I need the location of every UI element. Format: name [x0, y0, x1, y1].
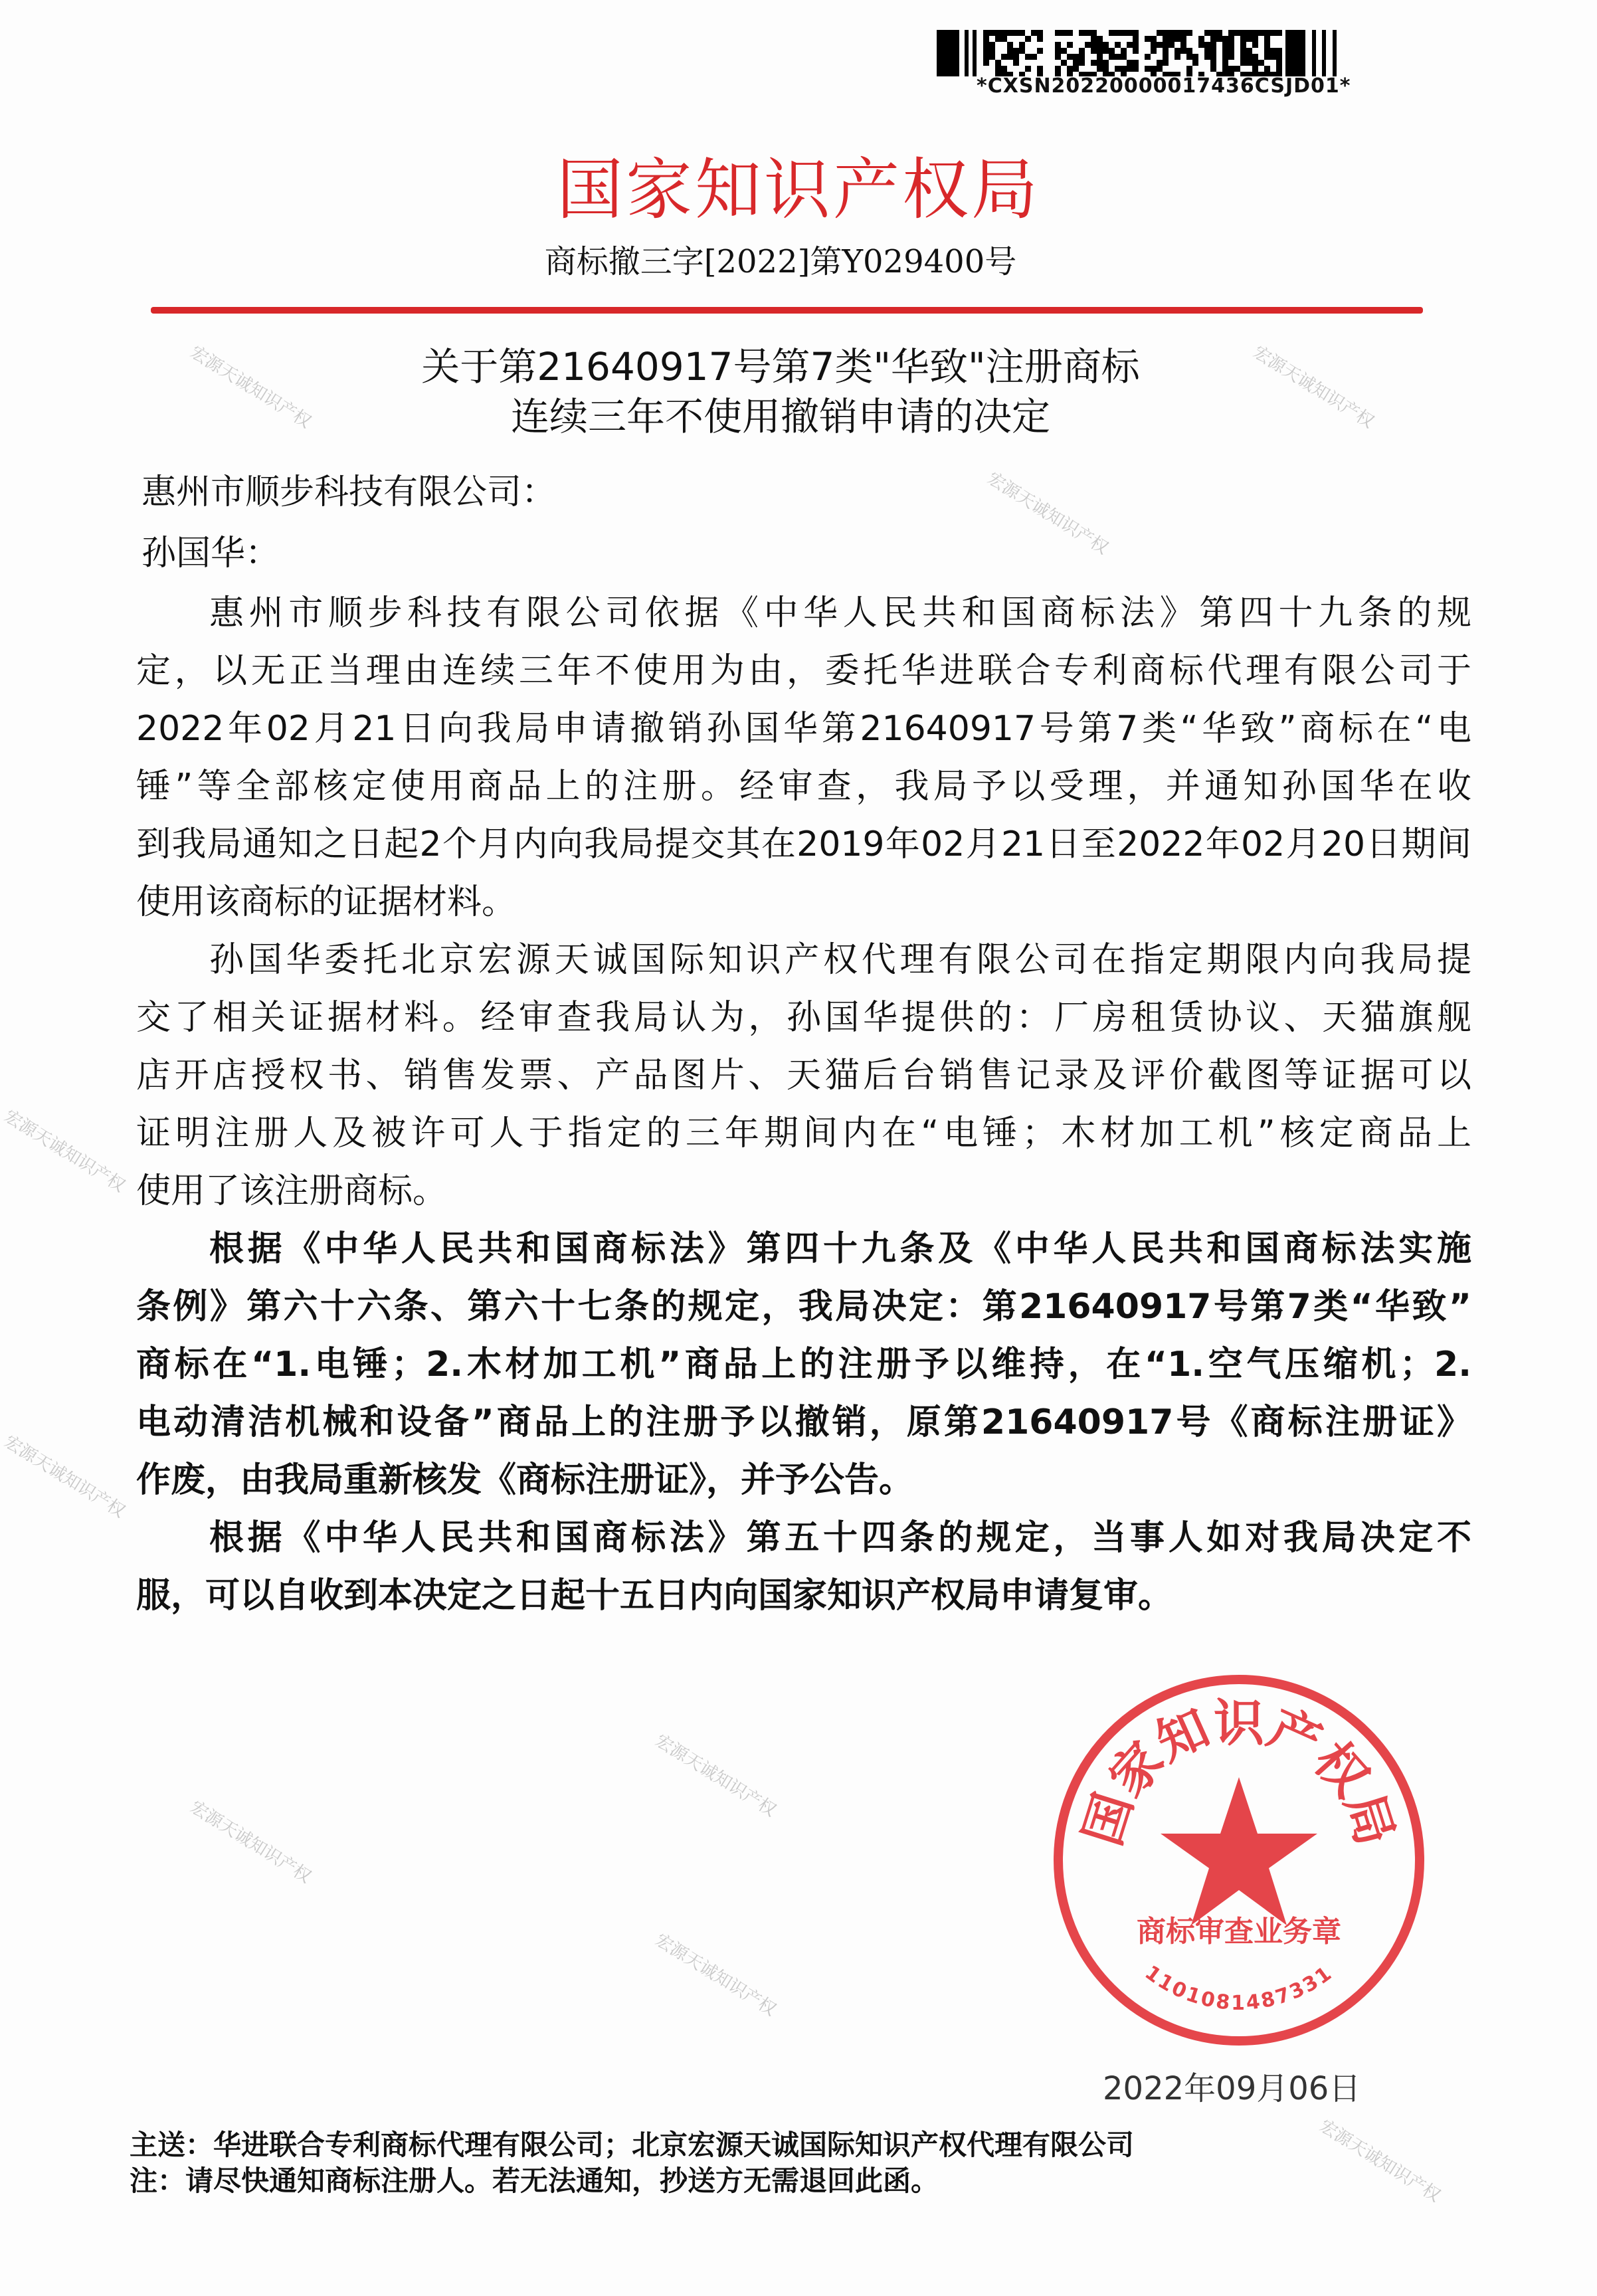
svg-text:1101081487331: [1141, 1961, 1337, 2015]
star-icon: [1161, 1777, 1317, 1925]
paragraph-line: 2022年02月21日向我局申请撤销孙国华第21640917号第7类“华致”商标在“电: [136, 709, 1471, 749]
body-paragraph: [136, 1509, 1471, 1625]
watermark: 宏源天诚知识产权: [186, 342, 315, 432]
document-body: [136, 585, 1471, 1625]
recipient-applicant: 惠州市顺步科技有限公司：: [141, 472, 557, 512]
watermark: 宏源天诚知识产权: [186, 1797, 315, 1887]
paragraph-line: 锤”等全部核定使用商品上的注册。经审查，我局予以受理，并通知孙国华在收: [136, 767, 1471, 807]
seal-outer-text: 国家知识产权局: [1072, 1693, 1406, 1852]
paragraph-line: 根据《中华人民共和国商标法》第五十四条的规定，当事人如对我局决定不: [209, 1518, 1471, 1558]
issuer-title: 国家知识产权局: [557, 151, 1040, 229]
seal-serial: 1101081487331: [1140, 1961, 1338, 2015]
document-number: 商标撤三字[2022]第Y029400号: [544, 243, 1017, 280]
body-paragraph: [136, 1220, 1471, 1509]
paragraph-line: 作废，由我局重新核发《商标注册证》，并予公告。: [136, 1460, 914, 1500]
paragraph-line: 惠州市顺步科技有限公司依据《中华人民共和国商标法》第四十九条的规: [209, 593, 1471, 633]
paragraph-line: 使用了该注册商标。: [136, 1171, 448, 1211]
watermark: 宏源天诚知识产权: [1315, 2116, 1444, 2206]
seal-inner-text: 商标审查业务章: [1137, 1915, 1341, 1949]
watermark: 宏源天诚知识产权: [0, 1106, 129, 1196]
official-seal: [1046, 1668, 1432, 2053]
document-heading-line1: 关于第21640917号第7类"华致"注册商标: [421, 344, 1140, 389]
footer-note: 注：请尽快通知商标注册人。若无法通知，抄送方无需退回此函。: [130, 2164, 939, 2197]
watermark: 宏源天诚知识产权: [651, 1731, 780, 1821]
paragraph-line: 使用该商标的证据材料。: [136, 882, 517, 922]
decision-date: 2022年09月06日: [1103, 2070, 1361, 2107]
paragraph-line: 条例》第六十六条、第六十七条的规定，我局决定：第21640917号第7类“华致”: [136, 1287, 1471, 1327]
paragraph-line: 孙国华委托北京宏源天诚国际知识产权代理有限公司在指定期限内向我局提: [209, 940, 1471, 980]
watermark: 宏源天诚知识产权: [983, 468, 1112, 559]
body-paragraph: [136, 931, 1471, 1220]
barcode: [937, 30, 1342, 76]
document-heading-line2: 连续三年不使用撤销申请的决定: [510, 394, 1050, 439]
watermark: 宏源天诚知识产权: [0, 1432, 129, 1522]
paragraph-line: 交了相关证据材料。经审查我局认为，孙国华提供的：厂房租赁协议、天猫旗舰: [136, 998, 1471, 1038]
red-divider: [151, 307, 1423, 314]
paragraph-line: 证明注册人及被许可人于指定的三年期间内在“电锤；木材加工机”核定商品上: [136, 1113, 1471, 1153]
body-paragraph: [136, 585, 1471, 931]
recipient-registrant: 孙国华：: [141, 533, 280, 573]
barcode-number: *CXSN20220000017436CSJD01*: [977, 74, 1351, 98]
watermark: 宏源天诚知识产权: [1249, 342, 1378, 432]
paragraph-line: 店开店授权书、销售发票、产品图片、天猫后台销售记录及评价截图等证据可以: [136, 1056, 1471, 1096]
paragraph-line: 服，可以自收到本决定之日起十五日内向国家知识产权局申请复审。: [136, 1576, 1173, 1616]
watermark: 宏源天诚知识产权: [651, 1930, 780, 2020]
paragraph-line: 根据《中华人民共和国商标法》第四十九条及《中华人民共和国商标法实施: [209, 1229, 1471, 1269]
paragraph-line: 电动清洁机械和设备”商品上的注册予以撤销，原第21640917号《商标注册证》: [136, 1402, 1471, 1442]
footer-send-to: 主送：华进联合专利商标代理有限公司；北京宏源天诚国际知识产权代理有限公司: [130, 2129, 1135, 2161]
paragraph-line: 到我局通知之日起2个月内向我局提交其在2019年02月21日至2022年02月20日期间: [136, 824, 1471, 864]
paragraph-line: 商标在“1.电锤；2.木材加工机”商品上的注册予以维持，在“1.空气压缩机；2.: [136, 1345, 1471, 1385]
paragraph-line: 定，以无正当理由连续三年不使用为由，委托华进联合专利商标代理有限公司于: [136, 651, 1471, 691]
